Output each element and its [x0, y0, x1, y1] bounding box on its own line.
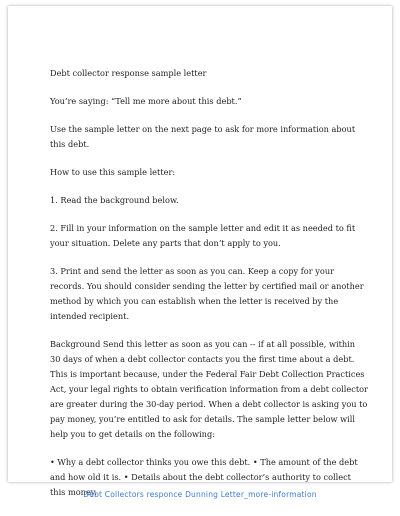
bullet-points: • Why a debt collector thinks you owe this debt. • The amount of the debt and how old it is. • Details about the debt collector’s authority to collect this money. — [50, 457, 358, 497]
background-paragraph: Background Send this letter as soon as you can -- if at all possible, within 30 days of when a debt collector contacts you the first time about a debt. This is important because, under the Federal Fair Debt Collection Practices Act, your legal rights to obtain verification information from a debt collector are greater during the 30-day period. When a debt collector is asking you to pay money, you’re entitled to ask for details. The sample letter below will help you to get details on the following: — [50, 339, 368, 439]
step-2: 2. Fill in your information on the sample letter and edit it as needed to fit your situation. Delete any parts that don’t apply to you. — [50, 223, 356, 248]
image-caption: Debt Collectors responce Dunning Letter_more-information — [83, 490, 317, 499]
step-1: 1. Read the background below. — [50, 195, 179, 205]
intro-quote: You’re saying: “Tell me more about this debt.” — [50, 96, 242, 106]
how-to-heading: How to use this sample letter: — [50, 167, 176, 177]
step-3: 3. Print and send the letter as soon as you can. Keep a copy for your records. You should consider sending the letter by certified mail or another method by which you can establish when the letter is received by the intended recipient. — [50, 266, 364, 321]
document-title: Debt collector response sample letter — [50, 68, 207, 78]
instruction-paragraph: Use the sample letter on the next page to ask for more information about this debt. — [50, 124, 356, 149]
document-body — [50, 66, 368, 513]
